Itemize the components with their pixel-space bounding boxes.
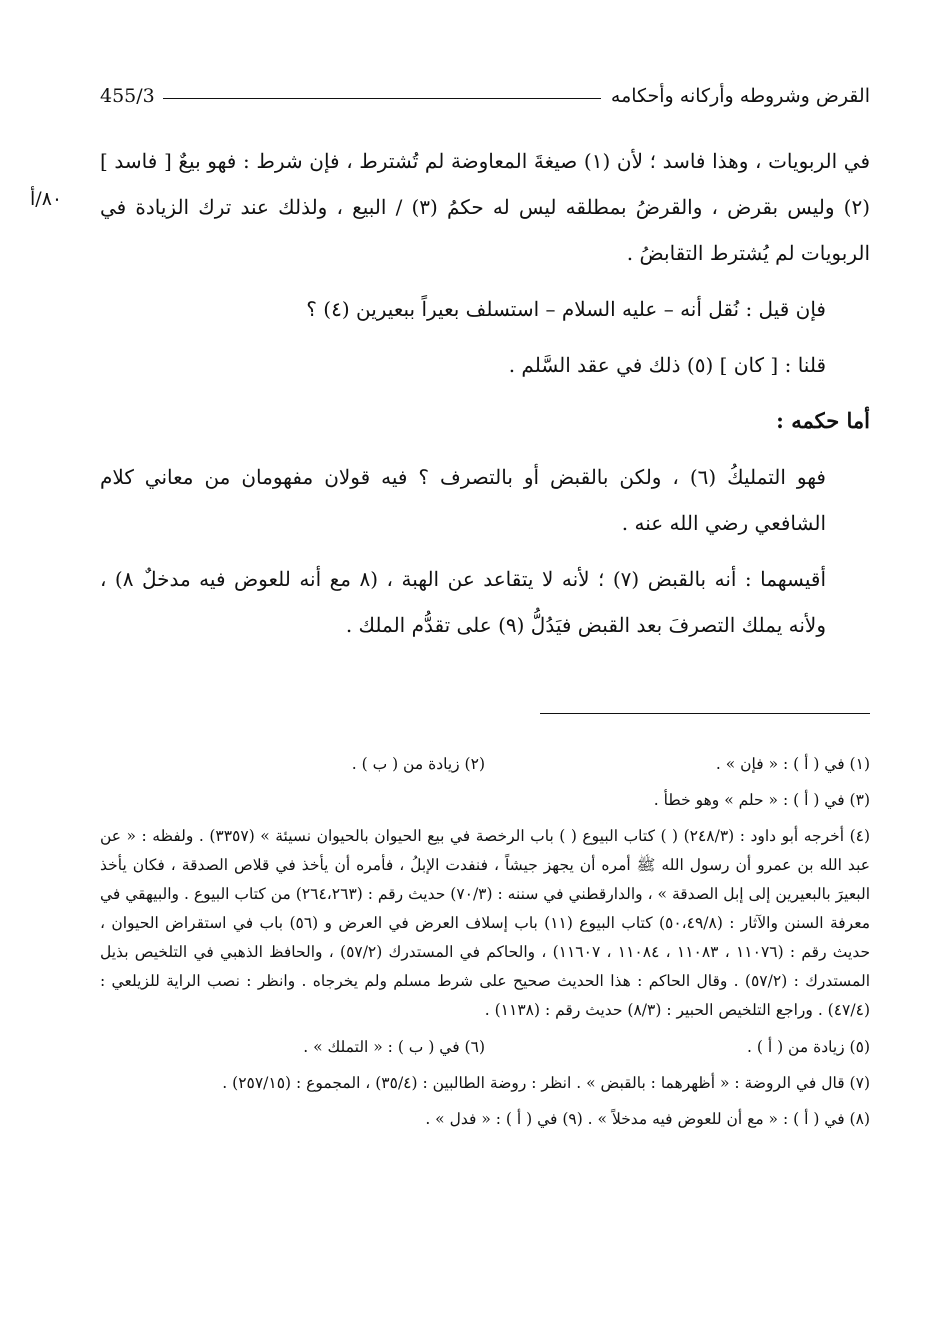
section-heading: أما حكمه : bbox=[776, 408, 870, 433]
paragraph: قلنا : [ كان ] (٥) ذلك في عقد السَّلم . bbox=[508, 353, 826, 377]
margin-folio-marker: ٨٠/أ bbox=[30, 188, 63, 210]
running-header bbox=[100, 80, 870, 112]
main-text bbox=[100, 138, 870, 648]
footnote: (٢) زيادة من ( ب ) . bbox=[351, 755, 485, 773]
footnote: (٦) في ( ب ) : « التملك » . bbox=[303, 1038, 485, 1056]
footnote: (١) في ( أ ) : « فإن » . bbox=[715, 755, 870, 773]
header-title: القرض وشروطه وأركانه وأحكامه bbox=[610, 85, 870, 107]
paragraph: في الربويات ، وهذا فاسد ؛ لأن (١) صيغةَ المعاوضة لم تُشترط ، فإن شرط : فهو بيعٌ [ فاسد ] (٢) وليس بقرض ، والقرضُ بمطلقه ليس له حكمُ (٣) / البيع ، ولذلك عند ترك الزيادة في الربويات لم يُشترط التقابضُ . bbox=[100, 149, 871, 265]
paragraph: أقيسهما : أنه بالقبض (٧) ؛ لأنه لا يتقاعد عن الهبة ، (٨ مع أنه للعوض فيه مدخلٌ ٨) ، ولأنه يملك التصرفَ بعد القبض فيَدُلُّ (٩) على تقدُّم الملك . bbox=[100, 567, 827, 637]
footnote: (٥) زيادة من ( أ ) . bbox=[747, 1038, 870, 1056]
footnote-separator bbox=[540, 713, 870, 714]
paragraph: فهو التمليكُ (٦) ، ولكن بالقبض أو بالتصرف ؟ فيه قولان مفهومان من معاني كلام الشافعي رضي الله عنه . bbox=[100, 465, 826, 535]
header-rule bbox=[163, 98, 601, 99]
page-number: 455/3 bbox=[100, 85, 155, 107]
footnote-row bbox=[100, 1029, 870, 1065]
footnote: (٧) قال في الروضة : « أظهرهما : بالقبض » . انظر : روضة الطالبين : (٣٥/٤) ، المجموع : (٢٥٧/١٥) . bbox=[222, 1074, 870, 1092]
footnote: (٤) أخرجه أبو داود : (٢٤٨/٣) ( ) كتاب البيوع ( ) باب الرخصة في بيع الحيوان بالحيوان نسيئة » (٣٣٥٧) . ولفظه : « عن عبد الله بن عمرو أن رسول الله ﷺ أمره أن يجهز جيشاً ، فنفدت الإبلُ ، فأمره أن يأخذ في قلاص الصدقة ، فكان يأخذ البعيرَ بالبعيرين إلى إبل الصدقة » ، والدارقطني في سننه : (٧٠/٣) حديث رقم : (٢٦٤،٢٦٣) من كتاب البيوع . والبيهقي في معرفة السنن والآثار : (٥٠،٤٩/٨) كتاب البيوع (١١) باب إسلاف العرض في العرض و (٥٦) باب في استقراض الحيوان ، حديث رقم : (١١٠٧٦ ، ١١٠٨٣ ، ١١٠٨٤ ، ١١٦٠٧) ، والحاكم في المستدرك (٥٧/٢) ، والحافظ الذهبي في التلخيص بذيل المستدرك : (٥٧/٢) . وقال الحاكم : هذا الحديث صحيح على شرط مسلم ولم يخرجاه . وانظر : نصب الراية للزيلعي : (٤٧/٤) . وراجع التلخيص الحبير : (٨/٣) حديث رقم : (١١٣٨) . bbox=[100, 827, 871, 1019]
footnote: (٨) في ( أ ) : « مع أن للعوض فيه مدخلاً » . (٩) في ( أ ) : « فدل » . bbox=[425, 1110, 870, 1128]
footnote-row bbox=[100, 746, 870, 782]
footnotes bbox=[100, 746, 870, 1137]
footnote: (٣) في ( أ ) : « حلم » وهو خطأ . bbox=[653, 791, 870, 809]
paragraph: فإن قيل : نُقل أنه – عليه السلام – استسلف بعيراً ببعيرين (٤) ؟ bbox=[306, 297, 826, 321]
